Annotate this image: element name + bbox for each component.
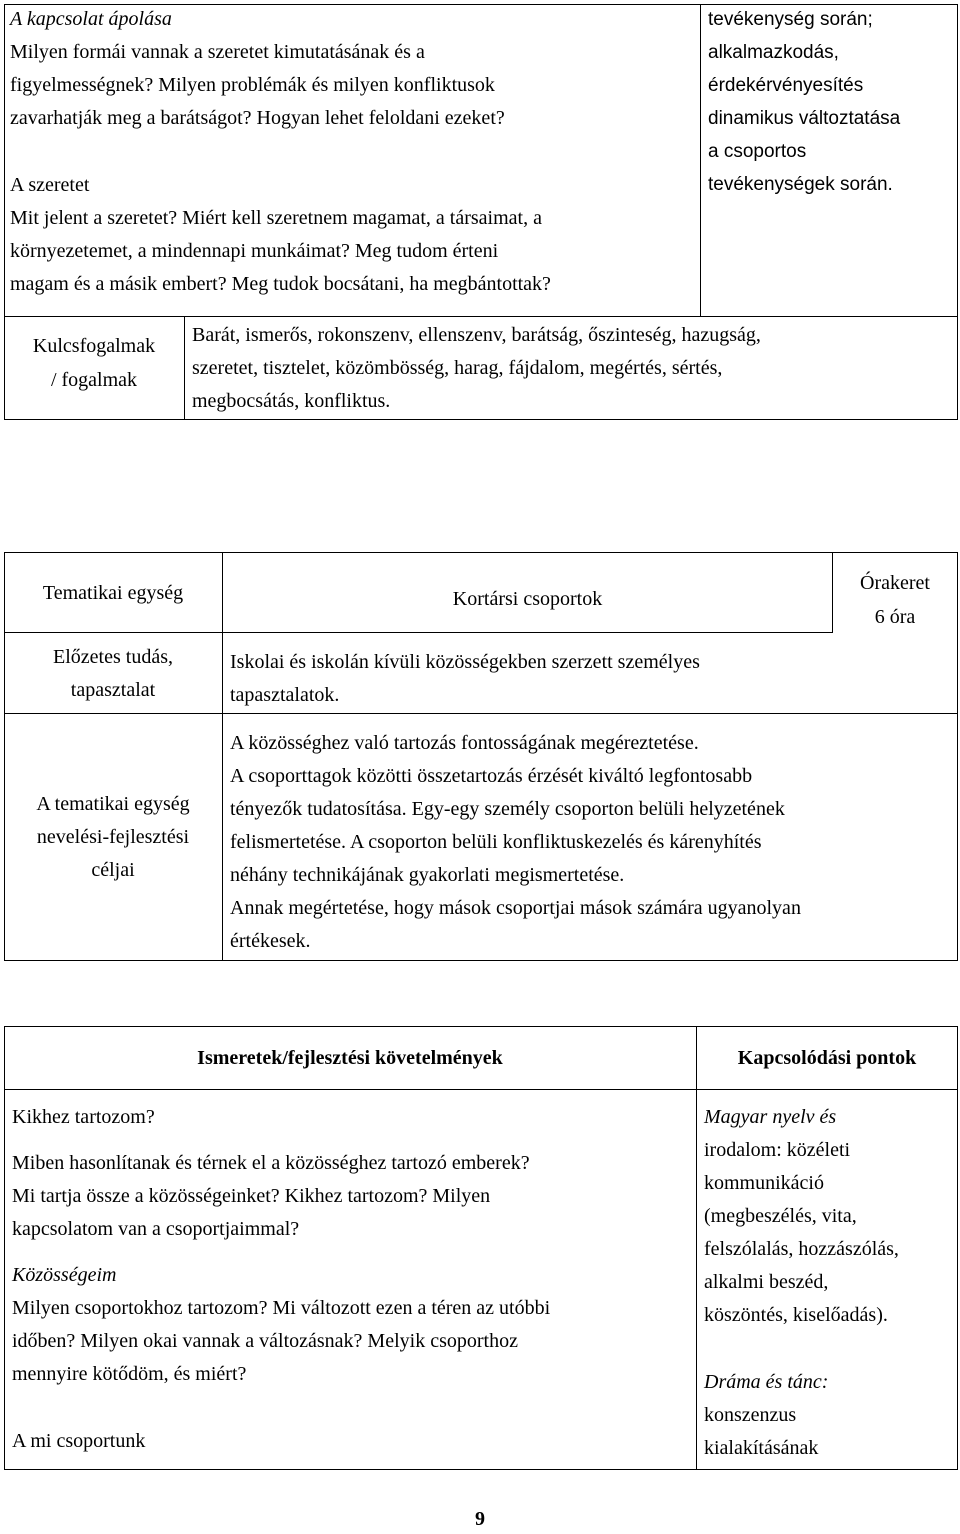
section-heading: Kikhez tartozom?: [12, 1106, 155, 1128]
right-text-line: dinamikus változtatása: [708, 108, 901, 129]
label-line: Előzetes tudás,: [53, 646, 173, 668]
unit-title: Kortársi csoportok: [452, 588, 603, 610]
hours-label: Órakeret: [860, 572, 930, 594]
key-concepts-line: Barát, ismerős, rokonszenv, ellenszenv, barátság, őszinteség, hazugság,: [192, 324, 761, 346]
right-text-line: tevékenység során;: [708, 9, 873, 30]
key-concepts-label: [4, 329, 184, 397]
prior-knowledge-line: tapasztalatok.: [230, 684, 340, 706]
unit-label: Tematikai egység: [42, 581, 184, 604]
text-line: figyelmességnek? Milyen problémák és milyen konfliktusok: [10, 74, 495, 96]
section-heading-italic: Közösségeim: [12, 1264, 117, 1286]
section-heading: A mi csoportunk: [12, 1430, 146, 1452]
connections-header: Kapcsolódási pontok: [737, 1047, 917, 1069]
label-line: tapasztalat: [70, 679, 156, 701]
label-line: nevelési-fejlesztési: [36, 826, 190, 848]
goals-line: A csoporttagok közötti összetartozás érzését kiváltó legfontosabb: [230, 765, 753, 787]
connection-line: köszöntés, kiselőadás).: [704, 1304, 888, 1326]
topic-heading-szeretet: A szeretet: [10, 174, 90, 196]
key-label-line: / fogalmak: [50, 369, 138, 391]
connection-heading: Magyar nyelv és: [704, 1106, 837, 1128]
text-line: magam és a másik embert? Meg tudok bocsátani, ha megbántottak?: [10, 273, 551, 295]
label-line: céljai: [91, 859, 135, 881]
goals-line: értékesek.: [230, 930, 311, 952]
text-line: környezetemet, a mindennapi munkáimat? Meg tudom érteni: [10, 240, 499, 262]
page-number: 9: [475, 1508, 485, 1530]
right-text-line: alkalmazkodás,: [708, 42, 839, 63]
goals-line: néhány technikájának gyakorlati megismertetése.: [230, 864, 625, 886]
label-line: A tematikai egység: [36, 793, 190, 815]
key-concepts-line: megbocsátás, konfliktus.: [192, 390, 391, 412]
requirement-line: Miben hasonlítanak és térnek el a közösséghez tartozó emberek?: [12, 1152, 530, 1174]
right-text-line: tevékenységek során.: [708, 174, 893, 195]
connection-line: kialakításának: [704, 1437, 819, 1459]
key-concepts-line: szeretet, tisztelet, közömbösség, harag, fájdalom, megértés, sértés,: [192, 357, 723, 379]
hours-box: [833, 566, 957, 634]
right-text-line: a csoportos: [708, 141, 807, 162]
goals-line: tényezők tudatosítása. Egy-egy személy csoporton belüli helyzetének: [230, 798, 785, 820]
connection-line: konszenzus: [704, 1404, 797, 1426]
connection-line: (megbeszélés, vita,: [704, 1205, 857, 1227]
hours-value: 6 óra: [874, 606, 916, 628]
right-text-line: érdekérvényesítés: [708, 75, 864, 96]
goals-label: [4, 788, 222, 887]
text-line: Mit jelent a szeretet? Miért kell szeretnem magamat, a társaimat, a: [10, 207, 542, 229]
text-line: Milyen formái vannak a szeretet kimutatásának és a: [10, 41, 425, 63]
connection-line: alkalmi beszéd,: [704, 1271, 829, 1293]
topic-heading-kapcsolat: A kapcsolat ápolása: [10, 8, 172, 30]
requirements-header: Ismeretek/fejlesztési követelmények: [197, 1047, 503, 1069]
connection-line: irodalom: közéleti: [704, 1139, 851, 1161]
requirement-line: Milyen csoportokhoz tartozom? Mi változott ezen a téren az utóbbi: [12, 1297, 551, 1319]
goals-line: felismertetése. A csoporton belüli konfliktuskezelés és kárenyhítés: [230, 831, 762, 853]
key-label-line: Kulcsfogalmak: [32, 335, 156, 357]
goals-line: Annak megértetése, hogy mások csoportjai mások számára ugyanolyan: [230, 897, 801, 919]
requirement-line: időben? Milyen okai vannak a változásnak? Melyik csoporthoz: [12, 1330, 518, 1352]
requirement-line: Mi tartja össze a közösségeinket? Kikhez tartozom? Milyen: [12, 1185, 491, 1207]
connection-line: felszólalás, hozzászólás,: [704, 1238, 899, 1260]
connection-line: kommunikáció: [704, 1172, 824, 1194]
prior-knowledge-label: [4, 641, 222, 707]
text-line: zavarhatják meg a barátságot? Hogyan lehet feloldani ezeket?: [10, 107, 505, 129]
prior-knowledge-line: Iskolai és iskolán kívüli közösségekben szerzett személyes: [230, 651, 700, 673]
requirement-line: kapcsolatom van a csoportjaimmal?: [12, 1218, 300, 1240]
connection-heading: Dráma és tánc:: [704, 1371, 829, 1393]
requirement-line: mennyire kötődöm, és miért?: [12, 1363, 247, 1385]
goals-line: A közösséghez való tartozás fontosságának megéreztetése.: [230, 732, 699, 754]
